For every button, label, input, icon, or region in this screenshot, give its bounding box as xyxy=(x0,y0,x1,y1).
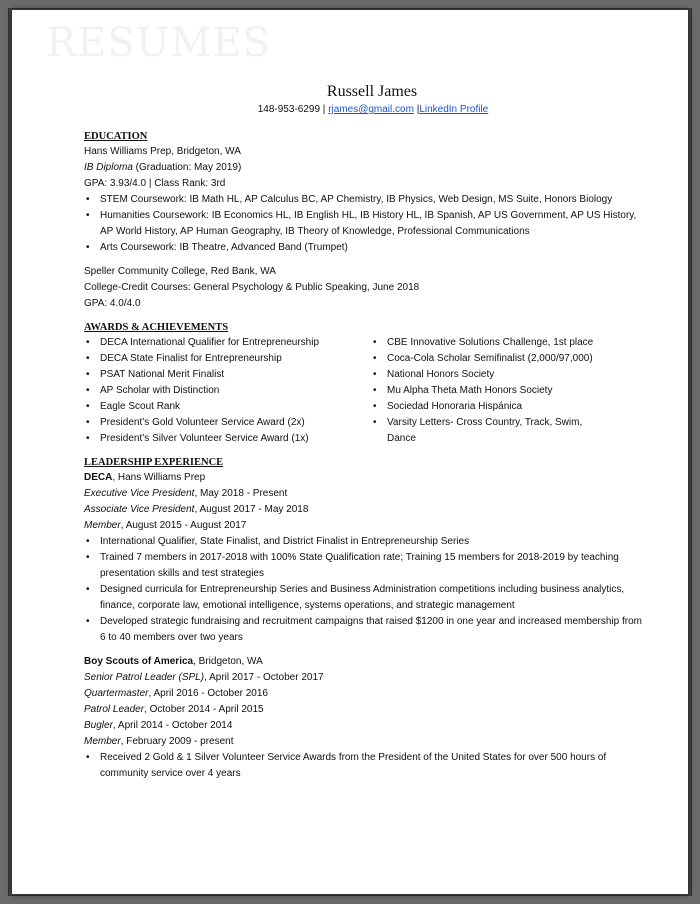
list-item: • Sociedad Honoraria Hispánica xyxy=(371,399,606,415)
school-1: Hans Williams Prep, Bridgeton, WA xyxy=(84,146,241,157)
spacer xyxy=(84,256,644,264)
role-line xyxy=(84,518,644,534)
list-item: • Arts Coursework: IB Theatre, Advanced Band (Trumpet) xyxy=(84,240,644,256)
resume-page xyxy=(12,10,688,894)
role-dates: , April 2017 - October 2017 xyxy=(204,672,324,683)
role-line xyxy=(84,670,644,686)
list-item: • Varsity Letters- Cross Country, Track, Swim, Dance xyxy=(371,415,606,447)
role-title: Quartermaster xyxy=(84,688,149,699)
separator: | xyxy=(322,104,326,115)
list-item: • AP Scholar with Distinction xyxy=(84,383,371,399)
list-item: • Trained 7 members in 2017-2018 with 100% State Qualification rate; Training 15 members for 2018-2019 by teaching presentation skills and test strategies xyxy=(84,550,644,582)
candidate-name: Russell James xyxy=(326,83,418,100)
watermark: RESUMES xyxy=(46,20,271,66)
list-item: • Coca-Cola Scholar Semifinalist (2,000/97,000) xyxy=(371,351,606,367)
role-dates: , August 2017 - May 2018 xyxy=(194,504,309,515)
awards-columns xyxy=(84,335,644,447)
role-title: Executive Vice President xyxy=(84,488,195,499)
scouts-org-line xyxy=(84,654,644,670)
linkedin-link[interactable]: LinkedIn Profile xyxy=(419,104,489,115)
leadership-title: LEADERSHIP EXPERIENCE xyxy=(84,457,224,468)
gpa-1: GPA: 3.93/4.0 | Class Rank: 3rd xyxy=(84,178,226,189)
role-dates: , February 2009 - present xyxy=(120,736,234,747)
role-title: Bugler xyxy=(84,720,113,731)
list-item: • President’s Gold Volunteer Service Award (2x) xyxy=(84,415,371,431)
deca-bullets xyxy=(84,534,644,646)
role-title: Member xyxy=(84,520,121,531)
awards-right-list xyxy=(371,335,606,447)
org-name: DECA xyxy=(84,472,113,483)
separator: | xyxy=(416,104,420,115)
diploma-name: IB Diploma xyxy=(84,162,133,173)
org-location: , Bridgeton, WA xyxy=(193,656,263,667)
role-line xyxy=(84,718,644,734)
college-courses: College-Credit Courses: General Psychology & Public Speaking, June 2018 xyxy=(84,282,420,293)
spacer xyxy=(84,447,644,455)
email-link[interactable]: rjames@gmail.com xyxy=(328,104,414,115)
role-dates: , October 2014 - April 2015 xyxy=(144,704,264,715)
list-item: • Received 2 Gold & 1 Silver Volunteer Service Awards from the President of the United States for over 500 hours of community service over 4 years xyxy=(84,750,644,782)
awards-left-list xyxy=(84,335,371,447)
list-item: • STEM Coursework: IB Math HL, AP Calculus BC, AP Chemistry, IB Physics, Web Design, MS Suite, Honors Biology xyxy=(84,192,644,208)
role-line xyxy=(84,686,644,702)
list-item: • Mu Alpha Theta Math Honors Society xyxy=(371,383,606,399)
contact-line xyxy=(84,103,644,117)
gpa-2: GPA: 4.0/4.0 xyxy=(84,298,141,309)
education-coursework-list xyxy=(84,192,644,256)
list-item: • CBE Innovative Solutions Challenge, 1st place xyxy=(371,335,606,351)
resume-content xyxy=(84,82,644,782)
spacer xyxy=(84,312,644,320)
role-line xyxy=(84,702,644,718)
diploma-line xyxy=(84,160,644,176)
role-dates: , May 2018 - Present xyxy=(194,488,288,499)
awards-title: AWARDS & ACHIEVEMENTS xyxy=(84,322,229,333)
list-item: • PSAT National Merit Finalist xyxy=(84,367,371,383)
role-line xyxy=(84,502,644,518)
education-title: EDUCATION xyxy=(84,131,148,142)
org-name: Boy Scouts of America xyxy=(84,656,194,667)
role-dates: , April 2014 - October 2014 xyxy=(112,720,233,731)
role-line xyxy=(84,734,644,750)
list-item: • Designed curricula for Entrepreneurship Series and Business Administration competitions including business analytics, finance, corporate law, emotional intelligence, systems operations, and strategic management xyxy=(84,582,644,614)
deca-org-line xyxy=(84,470,644,486)
list-item: • President’s Silver Volunteer Service Award (1x) xyxy=(84,431,371,447)
role-title: Member xyxy=(84,736,121,747)
phone: 148-953-6299 xyxy=(257,104,321,115)
school-2: Speller Community College, Red Bank, WA xyxy=(84,266,276,277)
list-item: • National Honors Society xyxy=(371,367,606,383)
role-dates: , April 2016 - October 2016 xyxy=(148,688,268,699)
list-item: • Developed strategic fundraising and recruitment campaigns that raised $1200 in one year and increased membership from 6 to 40 members over two years xyxy=(84,614,644,646)
role-line xyxy=(84,486,644,502)
diploma-date: (Graduation: May 2019) xyxy=(132,162,242,173)
role-dates: , August 2015 - August 2017 xyxy=(120,520,247,531)
spacer xyxy=(84,646,644,654)
list-item: • DECA State Finalist for Entrepreneurship xyxy=(84,351,371,367)
role-title: Senior Patrol Leader (SPL) xyxy=(84,672,205,683)
list-item: • DECA International Qualifier for Entrepreneurship xyxy=(84,335,371,351)
org-location: , Hans Williams Prep xyxy=(112,472,206,483)
role-title: Associate Vice President xyxy=(84,504,195,515)
list-item: • Humanities Coursework: IB Economics HL, IB English HL, IB History HL, IB Spanish, AP US Government, AP US History, AP World History, AP Human Geography, IB Theory of Knowledge, Professional Communications xyxy=(84,208,644,240)
spacer xyxy=(84,117,644,129)
role-title: Patrol Leader xyxy=(84,704,145,715)
list-item: • Eagle Scout Rank xyxy=(84,399,371,415)
scouts-bullets xyxy=(84,750,644,782)
list-item: • International Qualifier, State Finalist, and District Finalist in Entrepreneurship Series xyxy=(84,534,644,550)
